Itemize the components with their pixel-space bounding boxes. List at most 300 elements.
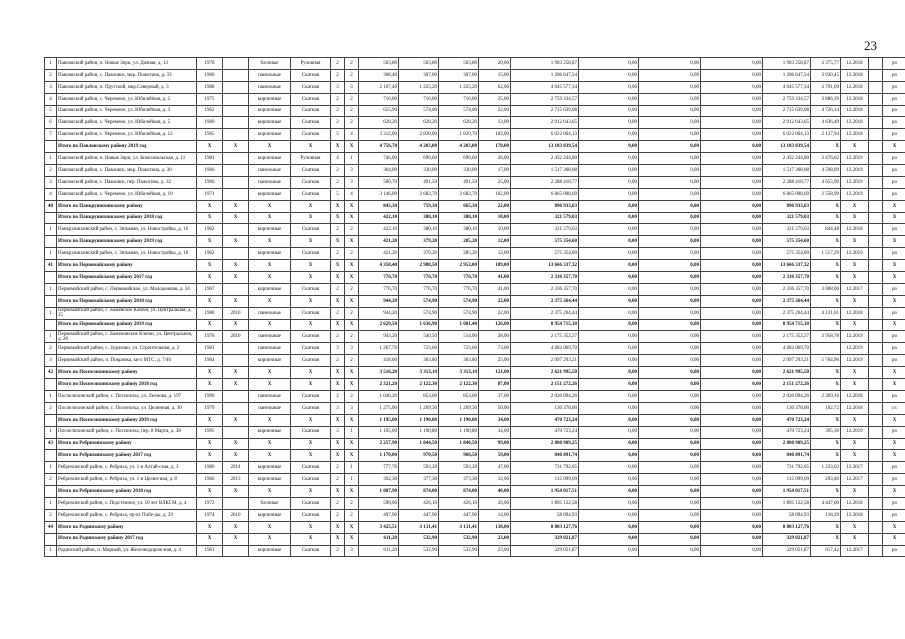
cell-floors: 3 <box>331 402 345 414</box>
cell-address: Павловский район, п. Новые Зори, ул. Комсомольская, д. 11 <box>57 153 197 165</box>
table-row <box>45 283 905 295</box>
cell-m: X <box>883 521 905 533</box>
cell-address: Итого по Поспелихинскому району 2019 год <box>57 414 197 426</box>
cell-address: Павловский район, с. Павловск, мкр. Пожогина, д. 30 <box>57 165 197 177</box>
cell-n: 3 <box>45 355 57 367</box>
cell-cost: 13 103 039,54 <box>511 141 579 153</box>
cell-wall: кирпичные <box>249 426 291 438</box>
cell-c2: 0,00 <box>639 367 701 379</box>
cell-roof: X <box>291 295 331 307</box>
cell-c1: 0,00 <box>579 367 639 379</box>
cell-cost: 1 206 647,34 <box>511 69 579 81</box>
cell-wall: X <box>249 367 291 379</box>
cell-residents: 22,00 <box>479 200 511 212</box>
cell-entrances: 2 <box>345 355 359 367</box>
cell-c1: 0,00 <box>579 486 639 498</box>
cell-cost: 1 895 122,58 <box>511 497 579 509</box>
cell-entrances: 2 <box>345 509 359 521</box>
cell-cost: 896 933,63 <box>511 200 579 212</box>
total-row <box>45 521 905 533</box>
cell-c4: 2 912 643,65 <box>763 117 811 129</box>
cell-wall: X <box>249 438 291 450</box>
cell-area_living: 593,20 <box>399 462 439 474</box>
total-row <box>45 272 905 284</box>
cell-area_living: 426,10 <box>399 497 439 509</box>
cell-c3: 0,00 <box>701 319 763 331</box>
cell-area_living: 2 988,50 <box>399 260 439 272</box>
cell-cost: 1 954 017,51 <box>511 486 579 498</box>
cell-residents: 99,00 <box>479 438 511 450</box>
cell-c3: 0,00 <box>701 165 763 177</box>
cell-c2: 0,00 <box>639 331 701 343</box>
cell-area_residential: 1 225,20 <box>439 81 479 93</box>
cell-residents: 41,00 <box>479 283 511 295</box>
cell-area_living: 532,90 <box>399 533 439 545</box>
cell-address: Родинский район, п. Мирный, ул. Железнодорож-ная, д. 4 <box>57 545 197 557</box>
cell-floors: X <box>331 295 345 307</box>
cell-entrances: 4 <box>345 188 359 200</box>
cell-area_residential: 3 313,10 <box>439 367 479 379</box>
cell-gap <box>869 450 883 462</box>
cell-floors: X <box>331 141 345 153</box>
cell-area_living: 1 636,90 <box>399 319 439 331</box>
cell-c1: 0,00 <box>579 153 639 165</box>
total-row <box>45 450 905 462</box>
cell-year_capital: X <box>223 141 249 153</box>
cell-address: Итого по Родинскому району 2017 год <box>57 533 197 545</box>
cell-c4: 1 954 017,51 <box>763 486 811 498</box>
cell-c2: 0,00 <box>639 81 701 93</box>
cell-c1: 0,00 <box>579 248 639 260</box>
cell-n: 1 <box>45 153 57 165</box>
cell-roof: Скатная <box>291 105 331 117</box>
cell-address: Павловский район, с. Черемное, ул. Юбилейная, д. 3 <box>57 105 197 117</box>
cell-roof: X <box>291 379 331 391</box>
cell-roof: Рулонная <box>291 58 331 70</box>
cell-year_capital <box>223 248 249 260</box>
cell-year: X <box>197 200 223 212</box>
cell-c1: 0,00 <box>579 200 639 212</box>
cell-c2: 0,00 <box>639 200 701 212</box>
cell-entrances: 2 <box>345 390 359 402</box>
cell-wall: панельные <box>249 307 291 319</box>
cell-c6: 12.2018 <box>841 402 869 414</box>
cell-c2: 0,00 <box>639 474 701 486</box>
cell-roof: Скатная <box>291 474 331 486</box>
cell-residents: 121,00 <box>479 367 511 379</box>
cell-cost: 2 375 264,44 <box>511 295 579 307</box>
cell-area_living: 363,80 <box>399 355 439 367</box>
cell-entrances: 2 <box>345 224 359 236</box>
table-row <box>45 153 905 165</box>
cell-c6: X <box>841 533 869 545</box>
cell-year_capital <box>223 58 249 70</box>
table-row <box>45 129 905 141</box>
cell-area_total: 422,10 <box>359 212 399 224</box>
cell-c4: 321 579,03 <box>763 224 811 236</box>
cell-c1: 0,00 <box>579 141 639 153</box>
cell-c3: 0,00 <box>701 141 763 153</box>
cell-wall: блочные <box>249 58 291 70</box>
cell-floors: X <box>331 236 345 248</box>
cell-area_living: 307,00 <box>399 69 439 81</box>
cell-c1: 0,00 <box>579 521 639 533</box>
cell-cost: 8 954 715,18 <box>511 319 579 331</box>
cell-n <box>45 141 57 153</box>
cell-entrances: X <box>345 450 359 462</box>
cell-gap <box>869 390 883 402</box>
cell-wall: панельные <box>249 81 291 93</box>
cell-residents: 37,00 <box>479 390 511 402</box>
cell-address: Итого по Ребрихинскому району <box>57 438 197 450</box>
cell-c5: X <box>811 379 841 391</box>
cell-c1: 0,00 <box>579 497 639 509</box>
cell-n: 4 <box>45 93 57 105</box>
cell-c5: X <box>811 486 841 498</box>
cell-cost: 2 097 293,21 <box>511 355 579 367</box>
cell-entrances: 2 <box>345 93 359 105</box>
cell-year_capital: X <box>223 379 249 391</box>
table-row <box>45 462 905 474</box>
cell-c4: 8 954 715,18 <box>763 319 811 331</box>
cell-cost: 58 894,93 <box>511 509 579 521</box>
cell-entrances: X <box>345 379 359 391</box>
cell-floors: 2 <box>331 69 345 81</box>
cell-c1: 0,00 <box>579 438 639 450</box>
cell-area_residential: 2 122,30 <box>439 379 479 391</box>
cell-area_living: 574,60 <box>399 105 439 117</box>
cell-c3: 0,00 <box>701 81 763 93</box>
cell-area_living: 1 269,30 <box>399 402 439 414</box>
cell-area_residential: 1 190,80 <box>439 426 479 438</box>
cell-gap <box>869 224 883 236</box>
cell-c4: 1 517 368,08 <box>763 165 811 177</box>
cell-entrances: X <box>345 236 359 248</box>
cell-n <box>45 414 57 426</box>
cell-c4: 2 800 909,25 <box>763 438 811 450</box>
cell-entrances: 2 <box>345 497 359 509</box>
cell-gap <box>869 426 883 438</box>
cell-c1: 0,00 <box>579 379 639 391</box>
cell-address: Итого по Первомайскому району <box>57 260 197 272</box>
table-row <box>45 307 905 319</box>
cell-entrances: X <box>345 533 359 545</box>
cell-wall: X <box>249 212 291 224</box>
cell-c3: 0,00 <box>701 307 763 319</box>
table-row <box>45 402 905 414</box>
cell-wall: кирпичные <box>249 474 291 486</box>
cell-wall: X <box>249 521 291 533</box>
cell-c6: X <box>841 141 869 153</box>
cell-m: X <box>883 236 905 248</box>
cell-c3: 0,00 <box>701 248 763 260</box>
cell-area_total: 710,00 <box>359 93 399 105</box>
cell-c6: X <box>841 414 869 426</box>
cell-c2: 0,00 <box>639 248 701 260</box>
cell-c4: 470 723,24 <box>763 414 811 426</box>
cell-area_total: 776,70 <box>359 283 399 295</box>
cell-m: X <box>883 414 905 426</box>
cell-c5: X <box>811 414 841 426</box>
cell-entrances: 1 <box>345 474 359 486</box>
cell-wall: X <box>249 414 291 426</box>
cell-entrances: X <box>345 414 359 426</box>
cell-cost: 2 621 995,50 <box>511 367 579 379</box>
cell-gap <box>869 486 883 498</box>
cell-roof: Скатная <box>291 462 331 474</box>
cell-m: ро <box>883 58 905 70</box>
cell-gap <box>869 176 883 188</box>
cell-entrances: X <box>345 200 359 212</box>
cell-gap <box>869 117 883 129</box>
cell-c1: 0,00 <box>579 426 639 438</box>
cell-c5: X <box>811 260 841 272</box>
page-number: 23 <box>864 38 877 53</box>
cell-c4: 2 336 357,70 <box>763 272 811 284</box>
cell-n <box>45 319 57 331</box>
cell-c1: 0,00 <box>579 545 639 557</box>
cell-entrances: 2 <box>345 117 359 129</box>
cell-cost: 575 354,60 <box>511 236 579 248</box>
cell-gap <box>869 533 883 545</box>
cell-m: ро <box>883 165 905 177</box>
cell-area_residential: 1 840,50 <box>439 438 479 450</box>
cell-floors: X <box>331 212 345 224</box>
cell-m: ро <box>883 426 905 438</box>
cell-cost: 1 903 258,87 <box>511 58 579 70</box>
cell-roof: Скатная <box>291 390 331 402</box>
cell-year_capital <box>223 497 249 509</box>
cell-year: 1962 <box>197 248 223 260</box>
cell-c5: 3 791,69 <box>811 81 841 93</box>
cell-c5 <box>811 343 841 355</box>
cell-entrances: 3 <box>345 81 359 93</box>
cell-area_living: 1 190,80 <box>399 426 439 438</box>
cell-address: Итого по Ребрихинскому району 2017 год <box>57 450 197 462</box>
cell-year_capital: X <box>223 272 249 284</box>
cell-m: X <box>883 295 905 307</box>
cell-entrances: X <box>345 272 359 284</box>
cell-area_total: 611,20 <box>359 545 399 557</box>
cell-entrances: 3 <box>345 402 359 414</box>
cell-entrances: 4 <box>345 129 359 141</box>
cell-c5: 102,72 <box>811 402 841 414</box>
cell-cost: 470 723,24 <box>511 426 579 438</box>
cell-area_residential: 514,00 <box>439 331 479 343</box>
cell-area_residential: 380,10 <box>439 212 479 224</box>
cell-n: 3 <box>45 81 57 93</box>
cell-cost: 130 378,00 <box>511 402 579 414</box>
cell-area_total: 1 195,00 <box>359 426 399 438</box>
cell-c5: 4 636,49 <box>811 117 841 129</box>
cell-roof: X <box>291 260 331 272</box>
cell-area_total: 943,20 <box>359 331 399 343</box>
cell-cost: 731 792,05 <box>511 462 579 474</box>
cell-n: 2 <box>45 402 57 414</box>
cell-area_living: 699,60 <box>399 153 439 165</box>
cell-c5: 3 375,77 <box>811 58 841 70</box>
cell-c6: 12.2018 <box>841 93 869 105</box>
cell-n: 3 <box>45 176 57 188</box>
cell-year_capital <box>223 283 249 295</box>
cell-c6: 12.2019 <box>841 165 869 177</box>
cell-c4: 6 865 008,69 <box>763 188 811 200</box>
cell-wall: X <box>249 379 291 391</box>
cell-c6: 12.2018 <box>841 117 869 129</box>
total-row <box>45 319 905 331</box>
cell-area_living: 853,00 <box>399 390 439 402</box>
cell-entrances: X <box>345 295 359 307</box>
cell-entrances: 2 <box>345 331 359 343</box>
cell-area_total: 422,10 <box>359 224 399 236</box>
cell-c6: 12.2019 <box>841 176 869 188</box>
cell-area_total: 421,20 <box>359 248 399 260</box>
table-row <box>45 93 905 105</box>
cell-area_residential: 1 190,80 <box>439 414 479 426</box>
cell-c6: 12.2018 <box>841 69 869 81</box>
cell-address: Павловский район, с. Павловск, пер. Пожогина, д. 32 <box>57 176 197 188</box>
cell-c1: 0,00 <box>579 414 639 426</box>
cell-area_total: 3 425,51 <box>359 521 399 533</box>
table-row <box>45 355 905 367</box>
cell-c3: 0,00 <box>701 462 763 474</box>
cell-area_residential: 853,00 <box>439 390 479 402</box>
cell-m: ро <box>883 117 905 129</box>
cell-address: Павловский район, с. Черемное, ул. Юбилейная, д. 5 <box>57 117 197 129</box>
cell-year: 1975 <box>197 93 223 105</box>
cell-c3: 0,00 <box>701 486 763 498</box>
cell-area_living: 723,60 <box>399 343 439 355</box>
cell-residents: 102,00 <box>479 188 511 200</box>
cell-wall: кирпичные <box>249 248 291 260</box>
cell-c5: 2 558,99 <box>811 188 841 200</box>
cell-area_residential: 628,20 <box>439 117 479 129</box>
cell-cost: 321 579,03 <box>511 212 579 224</box>
cell-wall: X <box>249 272 291 284</box>
cell-wall: кирпичные <box>249 509 291 521</box>
cell-c2: 0,00 <box>639 390 701 402</box>
cell-cost: 2 375 264,44 <box>511 307 579 319</box>
cell-m: ро <box>883 390 905 402</box>
cell-year_capital: 2014 <box>223 462 249 474</box>
cell-address: Павловский район, с. Черемное, ул. Юбилейная, д. 2 <box>57 93 197 105</box>
cell-c4: 2 375 264,44 <box>763 307 811 319</box>
cell-wall: панельные <box>249 402 291 414</box>
cell-cost: 2 800 909,25 <box>511 438 579 450</box>
cell-c2: 0,00 <box>639 58 701 70</box>
cell-c4: 896 933,63 <box>763 200 811 212</box>
cell-year_capital <box>223 355 249 367</box>
cell-c2: 0,00 <box>639 69 701 81</box>
cell-year_capital: X <box>223 367 249 379</box>
cell-address: Первомайский район, с. Бажевское Ключи, ул. Центральная, д. 25 <box>57 307 197 319</box>
cell-c4: 2 759 334,57 <box>763 93 811 105</box>
cell-gap <box>869 414 883 426</box>
cell-m: ро <box>883 153 905 165</box>
cell-n: 2 <box>45 165 57 177</box>
cell-c1: 0,00 <box>579 260 639 272</box>
cell-c2: 0,00 <box>639 236 701 248</box>
cell-cost: 8 803 127,76 <box>511 521 579 533</box>
cell-area_total: 2 257,90 <box>359 438 399 450</box>
cell-area_living: 628,20 <box>399 117 439 129</box>
cell-area_living: 540,50 <box>399 331 439 343</box>
cell-c2: 0,00 <box>639 462 701 474</box>
cell-area_residential: 665,30 <box>439 200 479 212</box>
total-row <box>45 260 905 272</box>
cell-entrances: 1 <box>345 426 359 438</box>
cell-area_residential: 447,90 <box>439 509 479 521</box>
cell-entrances: 1 <box>345 462 359 474</box>
cell-year_capital: X <box>223 521 249 533</box>
cell-area_total: 3 146,00 <box>359 188 399 200</box>
cell-c2: 0,00 <box>639 319 701 331</box>
cell-c6: X <box>841 521 869 533</box>
cell-year_capital <box>223 545 249 557</box>
cell-c6: 12.2019 <box>841 248 869 260</box>
cell-c1: 0,00 <box>579 474 639 486</box>
cell-c6: 12.2018 <box>841 509 869 521</box>
cell-year: 1964 <box>197 355 223 367</box>
cell-c4: 115 099,69 <box>763 474 811 486</box>
cell-area_residential: 1 839,70 <box>439 129 479 141</box>
cell-c5: 3 930,45 <box>811 69 841 81</box>
cell-year_capital: X <box>223 200 249 212</box>
cell-m: ро <box>883 248 905 260</box>
cell-area_total: 563,80 <box>359 58 399 70</box>
cell-residents: 50,00 <box>479 402 511 414</box>
cell-area_residential: 874,00 <box>439 486 479 498</box>
cell-c5: 4 447,60 <box>811 497 841 509</box>
cell-year: 1966 <box>197 69 223 81</box>
cell-c1: 0,00 <box>579 331 639 343</box>
cell-area_residential: 426,10 <box>439 497 479 509</box>
cell-area_living: 3 313,10 <box>399 367 439 379</box>
cell-c6: 12.2018 <box>841 81 869 93</box>
cell-address: Итого по Панкрушихинскому району 2019 год <box>57 236 197 248</box>
cell-wall: X <box>249 141 291 153</box>
cell-c6: X <box>841 379 869 391</box>
cell-c3: 0,00 <box>701 272 763 284</box>
cell-c3: 0,00 <box>701 379 763 391</box>
cell-address: Итого по Первомайскому району 2019 год <box>57 319 197 331</box>
cell-c4: 329 021,87 <box>763 533 811 545</box>
cell-year_capital <box>223 426 249 438</box>
cell-address: Павловский район, с. Черемное, ул. Юбилейная, д. 10 <box>57 188 197 200</box>
cell-m: ро <box>883 283 905 295</box>
table-row <box>45 390 905 402</box>
table-row <box>45 165 905 177</box>
table-row <box>45 69 905 81</box>
cell-cost: 1 517 368,08 <box>511 165 579 177</box>
cell-floors: 4 <box>331 153 345 165</box>
cell-c3: 0,00 <box>701 212 763 224</box>
cell-year: X <box>197 272 223 284</box>
cell-n: 1 <box>45 426 57 438</box>
cell-roof: Скатная <box>291 188 331 200</box>
cell-address: Итого по Первомайскому району 2018 год <box>57 295 197 307</box>
cell-year: 1965 <box>197 129 223 141</box>
cell-c5: X <box>811 200 841 212</box>
cell-floors: X <box>331 272 345 284</box>
cell-area_residential: 330,00 <box>439 165 479 177</box>
cell-c4: 2 020 894,26 <box>763 390 811 402</box>
cell-residents: 34,00 <box>479 414 511 426</box>
cell-wall: X <box>249 295 291 307</box>
cell-area_residential: 4 203,80 <box>439 141 479 153</box>
cell-wall: X <box>249 486 291 498</box>
cell-wall: кирпичные <box>249 283 291 295</box>
